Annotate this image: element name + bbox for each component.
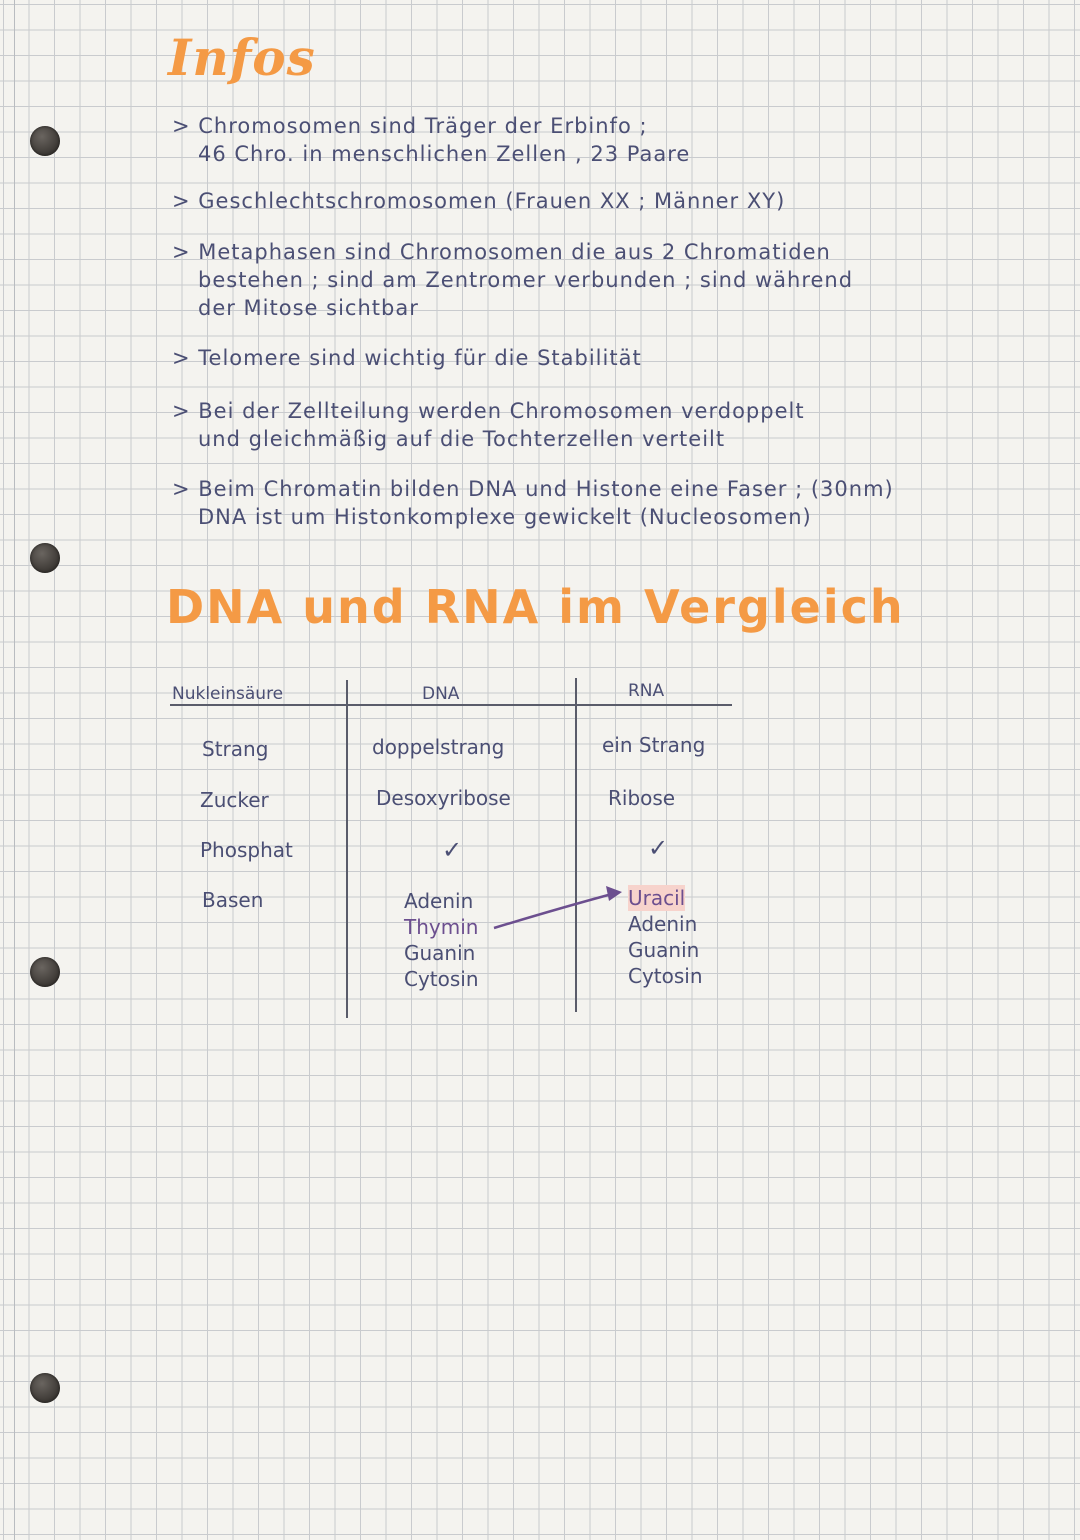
rna-base: Guanin — [628, 938, 700, 962]
note-line: > Bei der Zellteilung werden Chromosomen verdoppelt — [172, 399, 805, 423]
row-label-basen: Basen — [202, 888, 264, 912]
table-header-rna: RNA — [628, 681, 665, 701]
row-label-zucker: Zucker — [200, 788, 269, 812]
table-header-dna: DNA — [422, 684, 460, 704]
row-label-phosphat: Phosphat — [200, 838, 293, 862]
note-line: > Telomere sind wichtig für die Stabilität — [172, 346, 642, 370]
rna-base: Adenin — [628, 912, 698, 936]
dna-base-thymin: Thymin — [404, 915, 479, 939]
note-line: und gleichmäßig auf die Tochterzellen verteilt — [198, 427, 726, 451]
row-label-strang: Strang — [202, 737, 269, 761]
dna-base: Adenin — [404, 889, 474, 913]
cell-rna-zucker: Ribose — [608, 786, 676, 810]
dna-base: Cytosin — [404, 967, 479, 991]
note-line: > Beim Chromatin bilden DNA und Histone eine Faser ; (30nm) — [172, 477, 894, 501]
note-line: > Metaphasen sind Chromosomen die aus 2 Chromatiden — [172, 240, 831, 264]
note-line: DNA ist um Histonkomplexe gewickelt (Nucleosomen) — [198, 505, 812, 529]
cell-dna-zucker: Desoxyribose — [376, 786, 511, 810]
note-line: 46 Chro. in menschlichen Zellen , 23 Paare — [198, 142, 691, 166]
note-line: > Geschlechtschromosomen (Frauen XX ; Männer XY) — [172, 189, 786, 213]
table-header-nukleinsaeure: Nukleinsäure — [172, 684, 284, 704]
cell-dna-phosphat-check: ✓ — [442, 836, 463, 864]
heading-comparison: DNA und RNA im Vergleich — [166, 580, 905, 634]
note-line: der Mitose sichtbar — [198, 296, 419, 320]
rna-base-uracil: Uracil — [628, 886, 686, 910]
dna-base: Guanin — [404, 941, 476, 965]
note-line: > Chromosomen sind Träger der Erbinfo ; — [172, 114, 648, 138]
cell-rna-phosphat-check: ✓ — [648, 834, 669, 862]
heading-infos: Infos — [168, 28, 316, 87]
cell-rna-strang: ein Strang — [602, 733, 706, 757]
note-line: bestehen ; sind am Zentromer verbunden ; sind während — [198, 268, 854, 292]
rna-base: Cytosin — [628, 964, 703, 988]
cell-dna-strang: doppelstrang — [372, 735, 505, 759]
